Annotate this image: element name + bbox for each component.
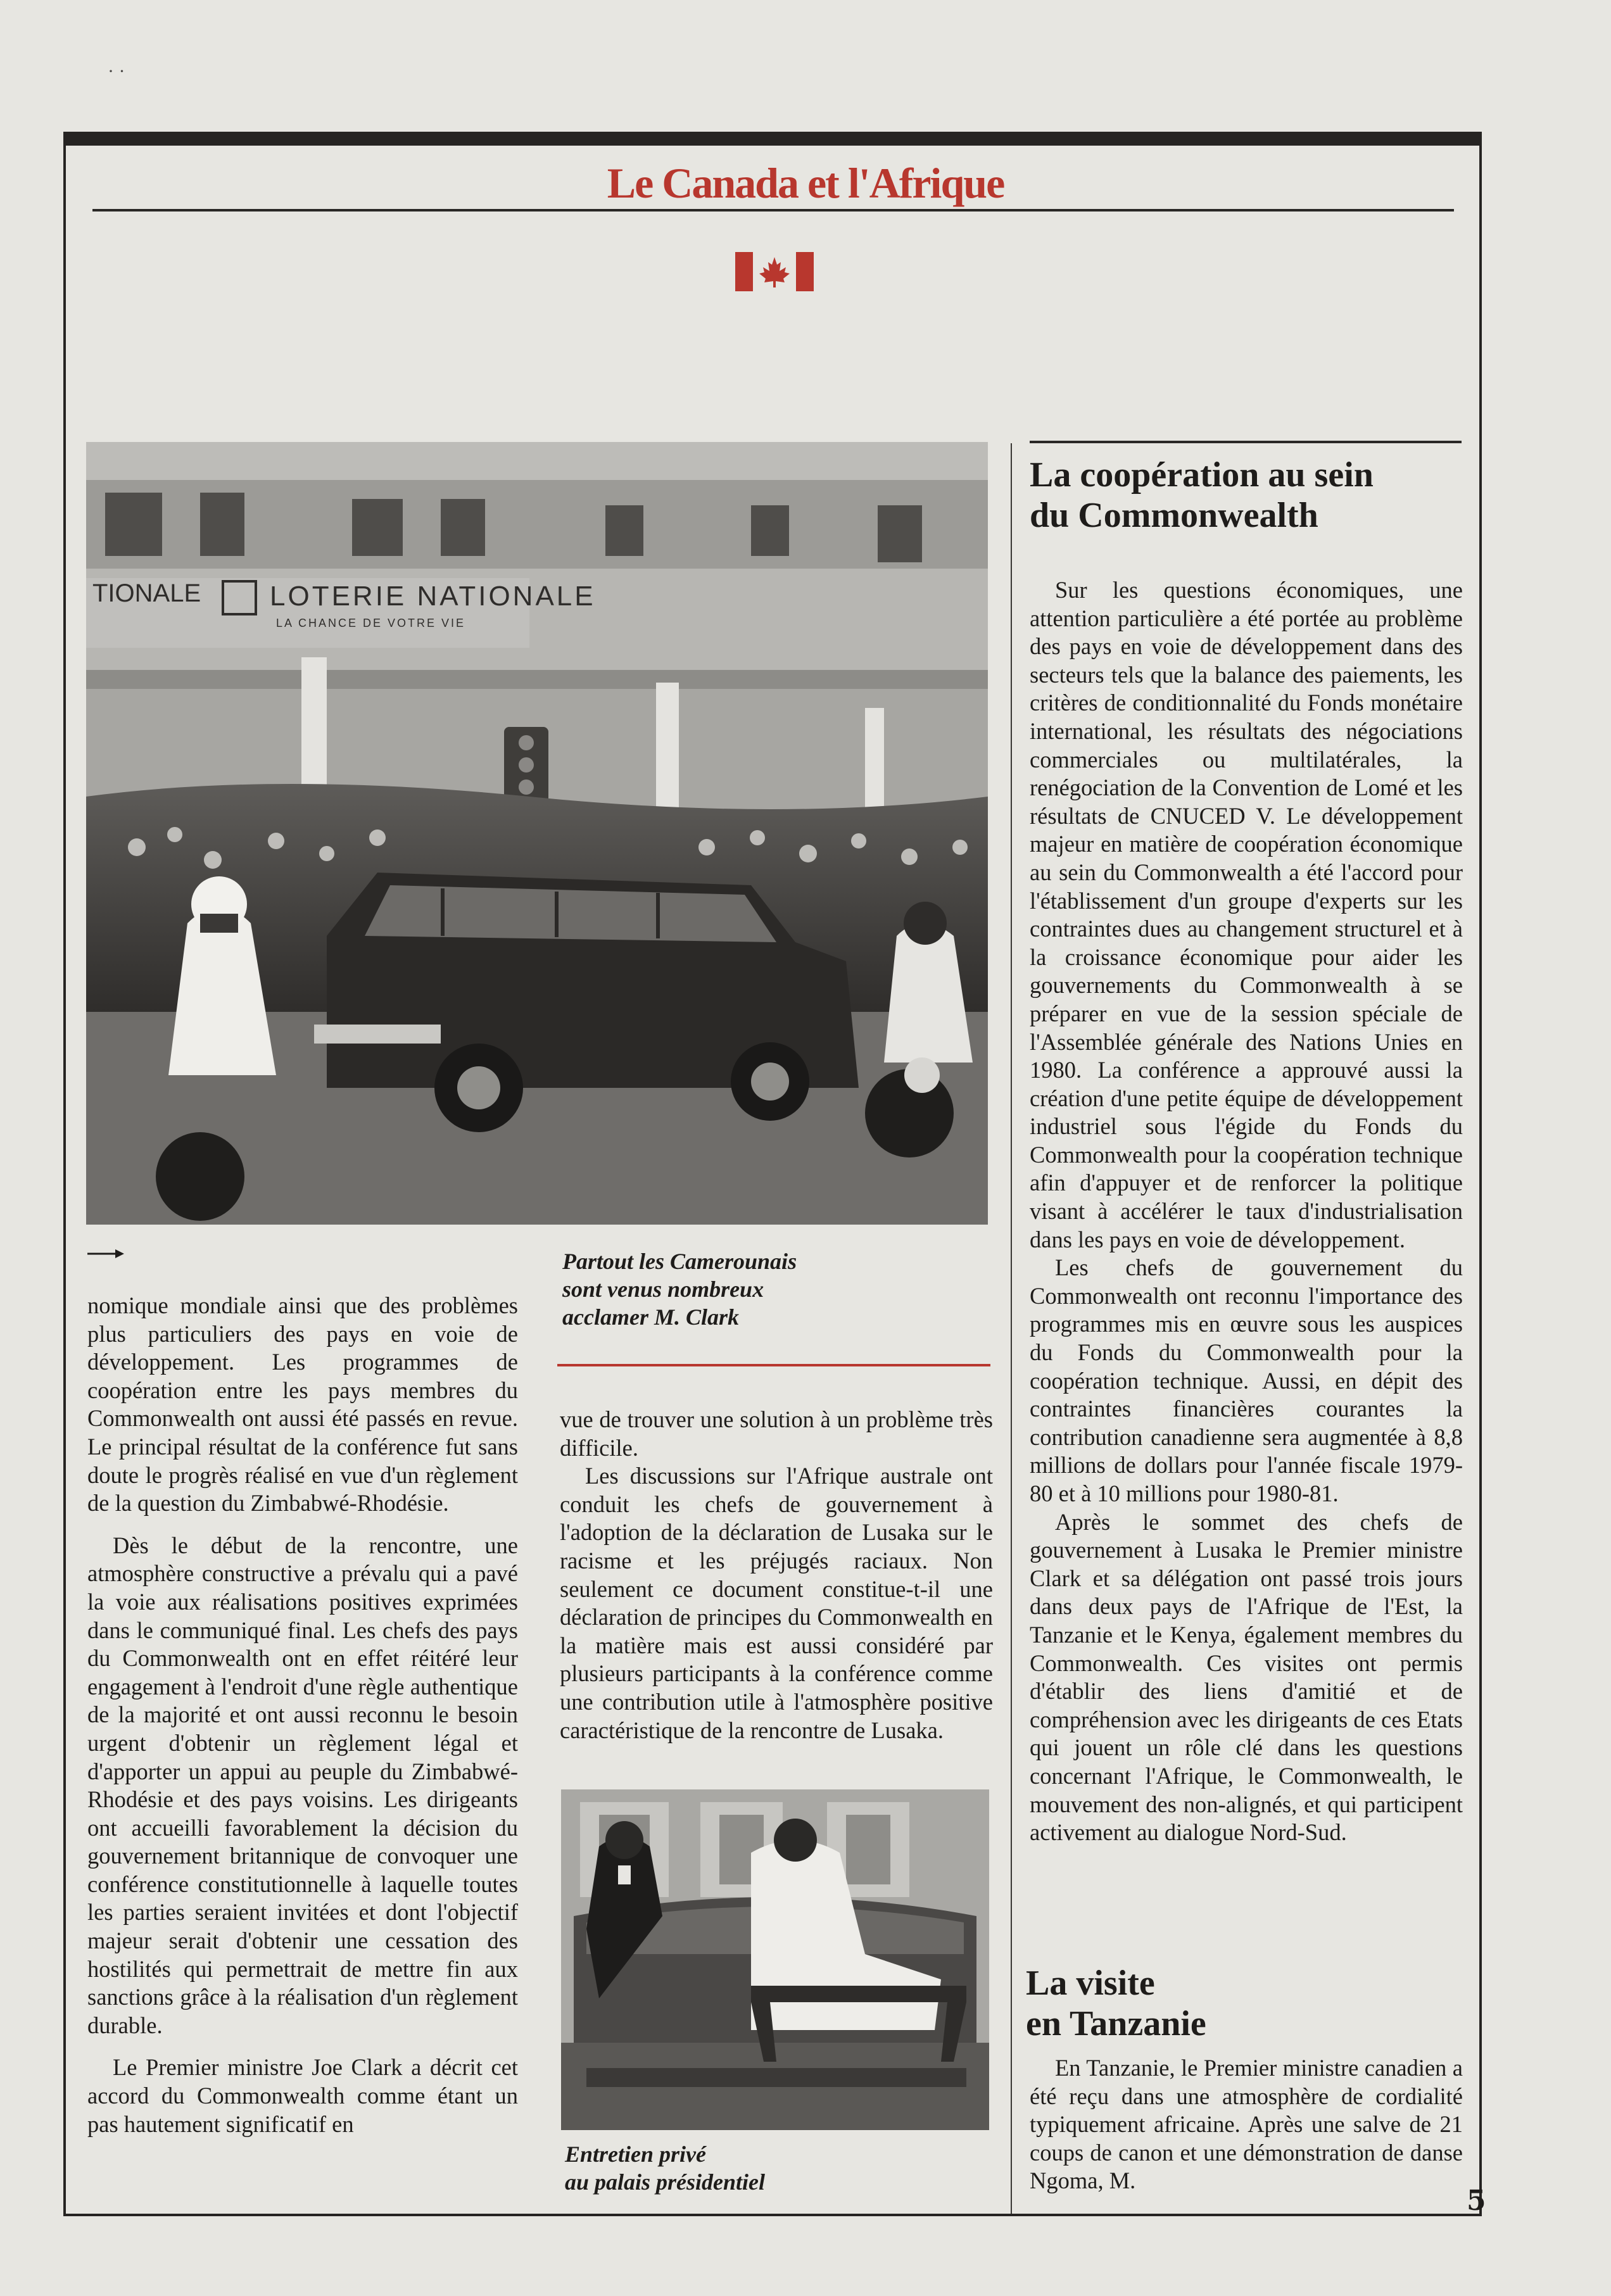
page-title: Le Canada et l'Afrique (607, 159, 1004, 207)
caption-line: au palais présidentiel (565, 2169, 766, 2195)
sign-text-sub: LA CHANCE DE VOTRE VIE (276, 617, 466, 629)
canada-flag-icon (735, 252, 814, 291)
frame-left-rule (63, 144, 66, 2215)
header-rule (92, 209, 1454, 211)
photo2-caption (565, 2140, 983, 2196)
frame-right-rule (1479, 144, 1482, 2215)
caption-line: Entretien privé (565, 2141, 706, 2167)
sign-text-left: TIONALE (92, 579, 201, 607)
continuation-arrow-icon (87, 1247, 125, 1260)
col2-paragraph-1: vue de trouver une solution à un problème très difficile. (560, 1406, 993, 1461)
caption-line: Partout les Camerounais (562, 1249, 797, 1274)
col1-paragraph-3: Le Premier ministre Joe Clark a décrit cet accord du Commonwealth comme étant un pas hautement significatif en (87, 2054, 518, 2137)
col3-paragraph-4: En Tanzanie, le Premier ministre canadien a été reçu dans une atmosphère de cordialité typiquement africaine. Après une salve de 21 coups de canon et une démonstration de danse Ngoma, M. (1030, 2055, 1463, 2194)
col3-paragraph-3: Après le sommet des chefs de gouvernement à Lusaka le Premier ministre Clark et sa délégation ont passé trois jours dans deux pays de l'Afrique de l'Est, la Tanzanie et le Kenya, également membres du Commonwealth. Ces visites ont permis d'établir des liens d'amitié et de compréhension avec les dirigeants de ces Etats qui jouent un rôle clé dans les questions concernant l'Afrique, le Commonwealth, le mouvement des non-alignés, et qui participent activement au dialogue Nord-Sud. (1030, 1508, 1463, 1846)
caption-line: sont venus nombreux (562, 1277, 764, 1302)
column-3-part-1 (1030, 576, 1463, 1847)
headline-line: du Commonwealth (1030, 496, 1318, 535)
palace-meeting-photo (561, 1789, 989, 2130)
column-separator (1011, 443, 1012, 2214)
headline-tanzania (1026, 1963, 1456, 2044)
col3-paragraph-2: Les chefs de gouvernement du Commonwealth ont reconnu l'importance des programmes mis en œuvre sous les auspices du Fonds du Commonwealth pour la coopération technique. Aussi, en dépit des contraintes financières courantes la contribution canadienne sera augmentée à 8,8 millions de dollars pour l'année fiscale 1979-80 et à 10 millions pour 1980-81. (1030, 1254, 1463, 1506)
headline-cooperation (1030, 455, 1460, 536)
column-1 (87, 1292, 518, 2138)
column-3-top-rule (1030, 441, 1462, 443)
col2-paragraph-2: Les discussions sur l'Afrique australe ont conduit les chefs de gouvernement à l'adoption de la déclaration de Lusaka sur le racisme et les préjugés raciaux. Non seulement ce document constitue-t-il une déclaration de principes du Commonwealth en la matière mais est aussi considéré par plusieurs participants à la conférence comme une contribution utile à l'atmosphère positive caractéristique de la rencontre de Lusaka. (560, 1463, 993, 1743)
headline-line: en Tanzanie (1026, 2004, 1206, 2043)
frame-bottom-rule (63, 2214, 1482, 2216)
photo1-caption (562, 1247, 980, 1331)
col3-paragraph-1: Sur les questions économiques, une attention particulière a été portée au problème des pays en voie de développement dans des secteurs tels que la balance des paiements, les critères de conditionnalité du Fonds monétaire international, les résultats des négociations commerciales ou multilatérales, la renégociation de la Convention de Lomé et les résultats de CNUCED V. Le développement majeur en matière de coopération économique au sein du Commonwealth a été l'accord pour l'établissement d'un groupe d'experts sur les contraintes dues au changement structurel et à la croissance économique pour aider les gouvernements du Commonwealth à se préparer en vue de la session spéciale de l'Assemblée générale des Nations Unies en 1980. La conférence a approuvé aussi la création d'une petite équipe de développement industriel sous l'égide du Fonds du Commonwealth pour la coopération technique afin d'appuyer et de renforcer la politique visant à accélérer le taux d'industrialisation dans les pays en voie de développement. (1030, 577, 1463, 1252)
column-2 (560, 1406, 993, 1744)
col1-paragraph-1: nomique mondiale ainsi que des problèmes plus particuliers des pays en voie de développement. Les programmes de coopération entre les pays membres du Commonwealth ont aussi été passés en revue. Le principal résultat de la conférence fut sans doute le progrès réalisé en vue d'un règlement de la question du Zimbabwé-Rhodésie. (87, 1292, 518, 1517)
page-number: 5 (1467, 2185, 1486, 2217)
palace-meeting-illustration (561, 1789, 989, 2130)
column-3-part-2 (1030, 2054, 1463, 2195)
headline-line: La visite (1026, 1964, 1155, 2003)
caption-red-rule (557, 1364, 990, 1366)
headline-line: La coopération au sein (1030, 455, 1374, 495)
sign-text-loterie: LOTERIE NATIONALE (270, 581, 596, 612)
motorcade-photo (86, 442, 988, 1225)
motorcade-illustration (86, 442, 988, 1225)
frame-top-rule (63, 132, 1482, 146)
caption-line: acclamer M. Clark (562, 1304, 739, 1330)
col1-paragraph-2: Dès le début de la rencontre, une atmosphère constructive a prévalu qui a pavé la voie aux réalisations positives exprimées dans le communiqué final. Les chefs des pays du Commonwealth ont en effet réitéré leur engagement à l'endroit d'une règle authentique de la majorité et ont aussi reconnu le besoin urgent d'obtenir un règlement légal et d'apporter un appui au peuple du Zimbabwé-Rhodésie et des pays voisins. Les dirigeants ont accueilli favorablement la décision du gouvernement britannique de convoquer une conférence constitutionnelle à laquelle toutes les parties seraient invitées et dont l'objectif majeur serait d'obtenir une cessation des hostilités qui permettrait de mettre fin aux sanctions grâce à la réalisation d'un règlement durable. (87, 1532, 518, 2038)
scan-speck: · · (108, 61, 125, 82)
